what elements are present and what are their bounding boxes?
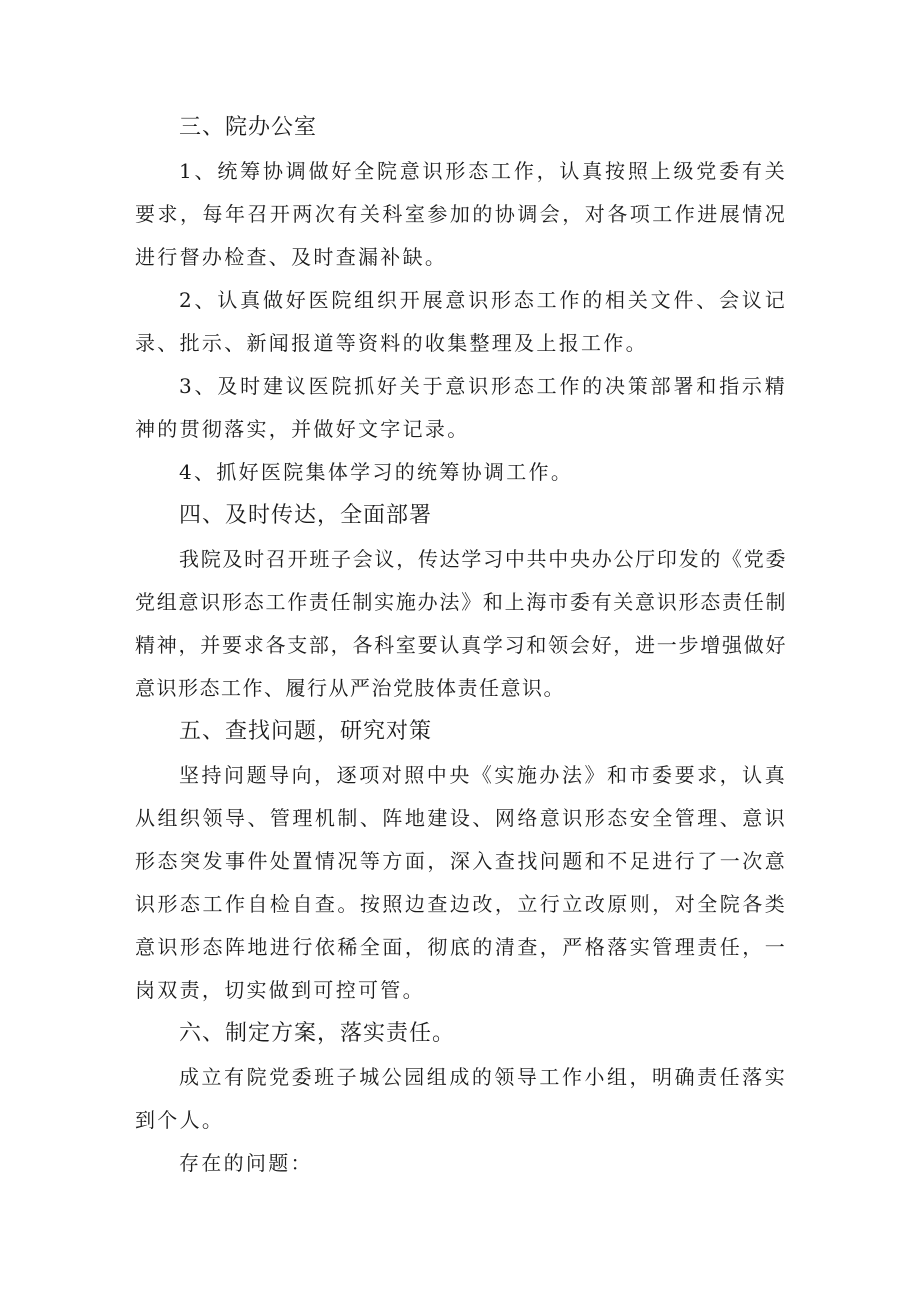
problems-paragraph: 坚持问题导向，逐项对照中央《实施办法》和市委要求，认真从组织领导、管理机制、阵地建设、网络意识形态安全管理、意识形态突发事件处置情况等方面，深入查找问题和不足进行了一次意识形态工作自检自查。按照边查边改，立行立改原则，对全院各类意识形态阵地进行依稀全面，彻底的清查，严格落实管理责任，一岗双责，切实做到可控可管。 [135,763,787,1002]
section-heading-problems: 五、查找问题，研究对策 [179,719,433,744]
office-item-1: 1、统筹协调做好全院意识形态工作，认真按照上级党委有关要求，每年召开两次有关科室参加的协调会，对各项工作进展情况进行督办检查、及时查漏补缺。 [135,159,787,269]
document-body [135,106,787,1185]
office-item-3: 3、及时建议医院抓好关于意识形态工作的决策部署和指示精神的贯彻落实，并做好文字记录。 [135,374,787,441]
plan-paragraph: 成立有院党委班子城公园组成的领导工作小组，明确责任落实到个人。 [135,1065,787,1132]
office-item-4: 4、抓好医院集体学习的统筹协调工作。 [179,460,574,484]
section-heading-plan: 六、制定方案，落实责任。 [179,1021,456,1046]
communicate-paragraph: 我院及时召开班子会议，传达学习中共中央办公厅印发的《党委党组意识形态工作责任制实施办法》和上海市委有关意识形态责任制精神，并要求各支部，各科室要认真学习和领会好，进一步增强做好意识形态工作、履行从严治党肢体责任意识。 [135,547,787,700]
existing-problems-label: 存在的问题： [179,1151,313,1175]
office-item-2: 2、认真做好医院组织开展意识形态工作的相关文件、会议记录、批示、新闻报道等资料的收集整理及上报工作。 [135,288,787,355]
section-heading-communicate: 四、及时传达，全面部署 [179,503,433,528]
section-heading-office: 三、院办公室 [179,115,318,140]
